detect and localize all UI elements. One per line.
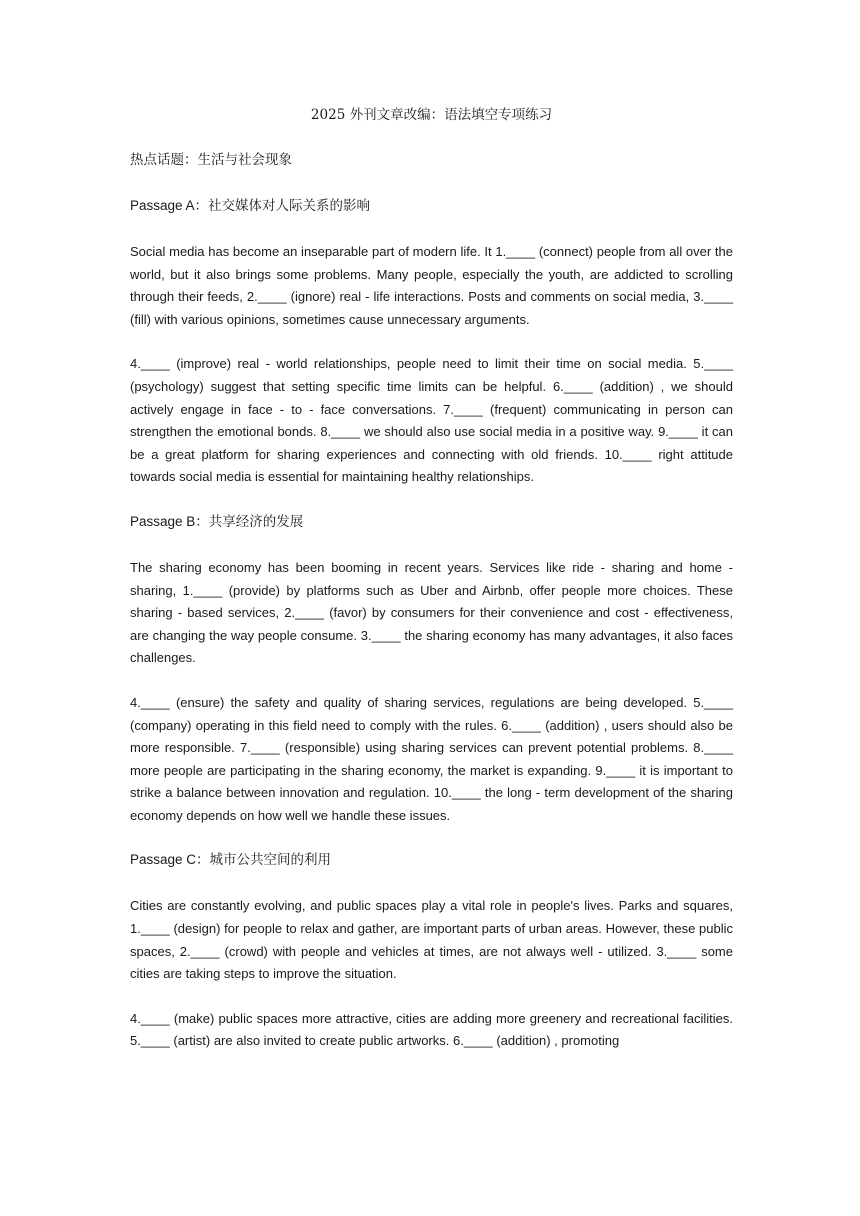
passage-c-paragraph-1: Cities are constantly evolving, and public spaces play a vital role in people's lives. Parks and squares, 1.____ (design) for people to relax and gather, are important parts of urban areas. However, these public spaces, 2.____ (crowd) with people and vehicles at times, are not always well - utilized. 3.____ some cities are taking steps to improve the situation. <box>130 898 733 982</box>
passage-a-label: Passage A： <box>130 198 209 213</box>
topic-heading <box>130 149 733 171</box>
passage-a-heading <box>130 195 733 217</box>
passage-b-heading <box>130 511 733 533</box>
passage-c-label: Passage C： <box>130 852 210 868</box>
passage-b-label: Passage B： <box>130 513 209 529</box>
passage-b-paragraph-1: The sharing economy has been booming in recent years. Services like ride - sharing and home - sharing, 1.____ (provide) by platforms such as Uber and Airbnb, offer people more choices. These sharing - based services, 2.____ (favor) by consumers for their convenience and cost - effectiveness, are changing the way people consume. 3.____ the sharing economy has many advantages, it also faces challenges. <box>130 559 733 666</box>
passage-b-paragraph-2: 4.____ (ensure) the safety and quality of sharing services, regulations are being developed. 5.____ (company) operating in this field need to comply with the rules. 6.____ (addition) , users should also be more responsible. 7.____ (responsible) using sharing services can prevent potential problems. 8.____ more people are participating in the sharing economy, the market is expanding. 9.____ it is important to strike a balance between innovation and regulation. 10.____ the long - term development of the sharing economy depends on how well we handle these issues. <box>130 694 733 823</box>
passage-c-heading <box>130 849 733 871</box>
passage-a-paragraph-1: Social media has become an inseparable part of modern life. It 1.____ (connect) people from all over the world, but it also brings some problems. Many people, especially the youth, are addicted to scrolling through their feeds, 2.____ (ignore) real - life interactions. Posts and comments on social media, 3.____ (fill) with various opinions, sometimes cause unnecessary arguments. <box>130 244 733 327</box>
topic-text: 热点话题：生活与社会现象 <box>130 152 292 168</box>
passage-c-paragraph-2: 4.____ (make) public spaces more attractive, cities are adding more greenery and recreational facilities. 5.____ (artist) are also invited to create public artworks. 6.____ (addition) , promoting <box>130 1010 733 1049</box>
document-title: 2025 外刊文章改编：语法填空专项练习 <box>310 107 553 123</box>
passage-a-title: 社交媒体对人际关系的影响 <box>208 198 371 214</box>
passage-c-title: 城市公共空间的利用 <box>209 852 332 869</box>
passage-a-paragraph-2: 4.____ (improve) real - world relationships, people need to limit their time on social media. 5.____ (psychology) suggest that setting specific time limits can be helpful. 6.____ (addition) , we should actively engage in face - to - face conversations. 7.____ (frequent) communicating in person can strengthen the emotional bonds. 8.____ we should also use social media in a positive way. 9.____ it can be a great platform for sharing experiences and connecting with old friends. 10.____ right attitude towards social media is essential for maintaining healthy relationships. <box>130 356 733 485</box>
document-page <box>130 104 733 1053</box>
passage-b-title: 共享经济的发展 <box>208 513 304 530</box>
